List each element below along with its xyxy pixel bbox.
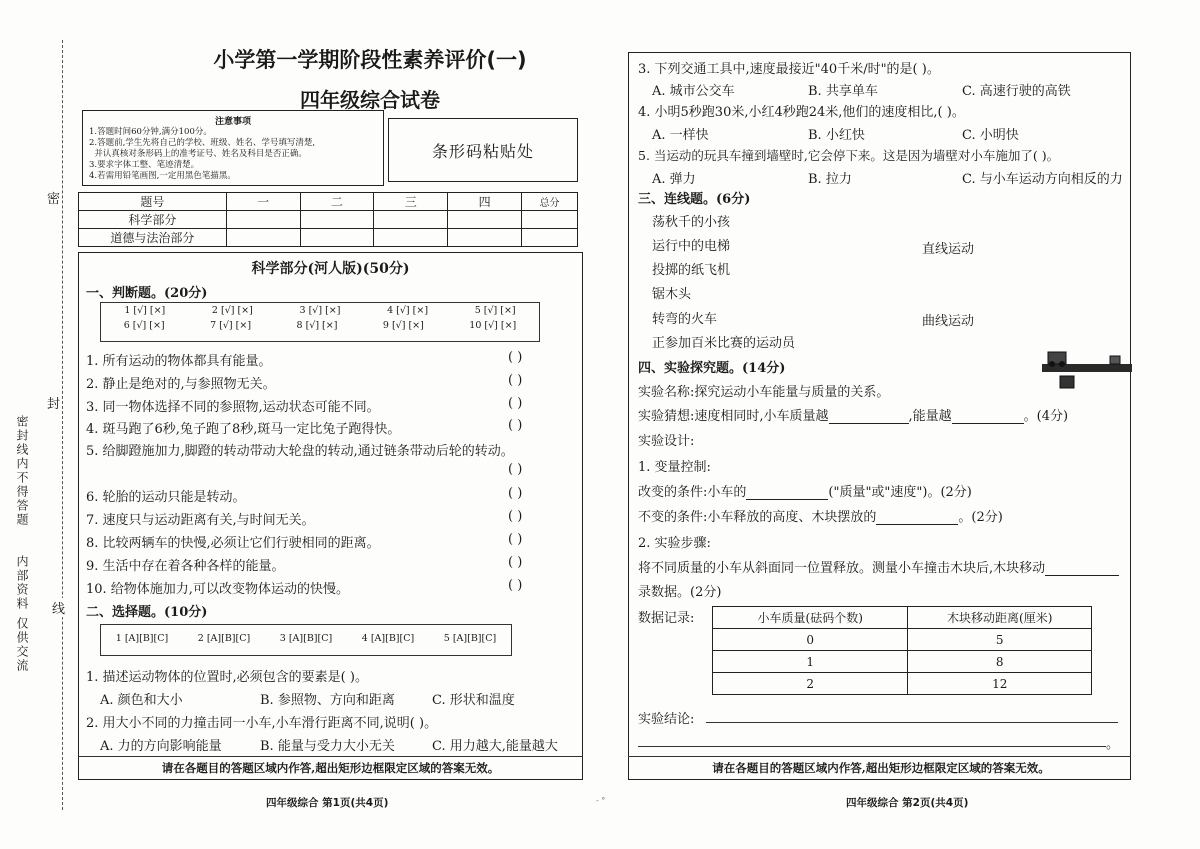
notice-item: 并认真核对条形码上的准考证号、姓名及科目是否正确。 — [89, 149, 307, 159]
score-cell[interactable] — [448, 229, 522, 247]
hypothesis-blank-mass[interactable] — [829, 410, 909, 424]
binding-line — [62, 40, 63, 810]
answer-paren[interactable]: ( ) — [508, 486, 523, 501]
mc-option[interactable]: A. 城市公交车 — [652, 84, 735, 99]
tf-question: 6. 轮胎的运动只能是转动。 — [86, 490, 246, 505]
tf-answer-slot[interactable]: 6 [√] [×] — [123, 320, 165, 331]
warning-divider — [78, 756, 583, 757]
tf-answer-slot[interactable]: 9 [√] [×] — [382, 320, 424, 331]
tf-question: 1. 所有运动的物体都具有能量。 — [86, 354, 272, 369]
page-footer-left: 四年级综合 第1页(共4页) — [266, 797, 389, 809]
score-row-label: 道德与法治部分 — [79, 229, 227, 247]
mc-answer-slot[interactable]: 3 [A][B][C] — [279, 633, 333, 644]
tf-answer-slot[interactable]: 1 [√] [×] — [124, 305, 166, 316]
unchanged-blank[interactable] — [876, 511, 958, 525]
tf-answer-slot[interactable]: 8 [√] [×] — [296, 320, 338, 331]
mc-answer-slot[interactable]: 1 [A][B][C] — [115, 633, 169, 644]
section-experiment-heading: 四、实验探究题。(14分) — [638, 361, 786, 376]
page-footer-right: 四年级综合 第2页(共4页) — [846, 797, 969, 809]
data-table-header: 木块移动距离(厘米) — [908, 607, 1092, 629]
mc-question: 3. 下列交通工具中,速度最接近"40千米/时"的是( )。 — [638, 62, 940, 77]
changed-condition — [638, 481, 972, 500]
data-table-cell: 2 — [713, 673, 908, 695]
mc-option[interactable]: A. 颜色和大小 — [100, 693, 183, 708]
binding-feng: 封 — [47, 393, 60, 412]
notice-item: 4.若需用铅笔画图,一定用黑色笔描黑。 — [89, 171, 236, 181]
mc-option[interactable]: C. 形状和温度 — [432, 693, 515, 708]
mc-option[interactable]: A. 力的方向影响能量 — [100, 739, 222, 754]
tf-question: 10. 给物体施加力,可以改变物体运动的快慢。 — [86, 582, 349, 597]
tf-question: 9. 生活中存在着各种各样的能量。 — [86, 559, 285, 574]
score-cell[interactable] — [300, 211, 374, 229]
data-table-header: 小车质量(砝码个数) — [713, 607, 908, 629]
steps-label: 2. 实验步骤: — [638, 536, 711, 551]
data-table-cell: 12 — [908, 673, 1092, 695]
data-table-cell: 1 — [713, 651, 908, 673]
score-cell[interactable] — [448, 211, 522, 229]
unchanged-text: 不变的条件:小车释放的高度、木块摆放的 — [638, 510, 877, 525]
binding-note-seal: 密封线内不得答题 — [15, 415, 29, 527]
tf-answer-slot[interactable]: 4 [√] [×] — [387, 305, 429, 316]
score-cell[interactable] — [300, 229, 374, 247]
tf-question: 4. 斑马跑了6秒,兔子跑了8秒,斑马一定比兔子跑得快。 — [86, 422, 401, 437]
score-header: 三 — [374, 193, 448, 211]
mc-option[interactable]: B. 参照物、方向和距离 — [260, 693, 395, 708]
answer-paren[interactable]: ( ) — [508, 509, 523, 524]
hypothesis-text: ,能量越 — [908, 409, 952, 424]
mc-option[interactable]: C. 用力越大,能量越大 — [432, 739, 558, 754]
experiment-hypothesis — [638, 405, 1068, 424]
conclusion-label: 实验结论: — [638, 712, 695, 727]
mc-question: 5. 当运动的玩具车撞到墙壁时,它会停下来。这是因为墙壁对小车施加了( )。 — [638, 148, 1060, 163]
score-cell[interactable] — [226, 211, 300, 229]
tf-question: 7. 速度只与运动距离有关,与时间无关。 — [86, 513, 315, 528]
mc-question: 2. 用大小不同的力撞击同一小车,小车滑行距离不同,说明( )。 — [86, 716, 438, 731]
mc-option[interactable]: C. 高速行驶的高铁 — [962, 84, 1071, 99]
steps-text-line: 录数据。(2分) — [638, 585, 722, 600]
match-target[interactable]: 曲线运动 — [922, 314, 975, 329]
score-header: 二 — [300, 193, 374, 211]
match-target[interactable]: 直线运动 — [922, 242, 975, 257]
section-matching-heading: 三、连线题。(6分) — [638, 192, 751, 207]
mc-answer-slot[interactable]: 4 [A][B][C] — [361, 633, 415, 644]
score-cell[interactable] — [226, 229, 300, 247]
tf-answer-slot[interactable]: 7 [√] [×] — [210, 320, 252, 331]
section-choice-heading: 二、选择题。(10分) — [86, 605, 208, 620]
score-cell[interactable] — [374, 211, 448, 229]
data-table-cell: 5 — [908, 629, 1092, 651]
ramp-car-illustration — [1040, 346, 1132, 396]
page-subtitle: 四年级综合试卷 — [300, 88, 440, 112]
notice-item: 1.答题时间60分钟,满分100分。 — [89, 127, 212, 137]
mc-option[interactable]: C. 与小车运动方向相反的力 — [962, 172, 1123, 187]
score-header: 一 — [226, 193, 300, 211]
mc-question: 4. 小明5秒跑30米,小红4秒跑24米,他们的速度相比,( )。 — [638, 105, 965, 120]
unchanged-text: 。(2分) — [958, 510, 1003, 525]
answer-paren[interactable]: ( ) — [508, 578, 523, 593]
match-item[interactable]: 荡秋千的小孩 — [652, 215, 731, 230]
mc-answer-slot[interactable]: 2 [A][B][C] — [197, 633, 251, 644]
conclusion-end-mark: 。 — [1106, 737, 1120, 752]
conclusion-line[interactable] — [706, 722, 1118, 723]
match-item[interactable]: 锯木头 — [652, 287, 692, 302]
binding-note-internal: 内部资料 仅供交流 — [15, 555, 29, 673]
mc-option[interactable]: B. 小红快 — [808, 128, 865, 143]
answer-paren[interactable]: ( ) — [508, 532, 523, 547]
score-header: 四 — [448, 193, 522, 211]
answer-paren[interactable]: ( ) — [508, 373, 523, 388]
tf-question: 5. 给脚蹬施加力,脚蹬的转动带动大轮盘的转动,通过链条带动后轮的转动。 — [86, 444, 514, 459]
tf-answer-slot[interactable]: 3 [√] [×] — [299, 305, 341, 316]
score-header: 总分 — [522, 193, 578, 211]
match-item[interactable]: 运行中的电梯 — [652, 239, 731, 254]
experiment-design-label: 实验设计: — [638, 434, 695, 449]
answer-paren[interactable]: ( ) — [508, 350, 523, 365]
tf-answer-slot[interactable]: 10 [√] [×] — [469, 320, 517, 331]
changed-text: 改变的条件:小车的 — [638, 485, 747, 500]
score-cell[interactable] — [522, 229, 578, 247]
match-item[interactable]: 投掷的纸飞机 — [652, 263, 731, 278]
data-table — [712, 606, 1092, 695]
true-false-answer-grid — [100, 302, 540, 342]
answer-paren[interactable]: ( ) — [508, 462, 523, 477]
steps-text-line: 将不同质量的小车从斜面同一位置释放。测量小车撞击木块后,木块移动 — [638, 561, 1046, 576]
score-header: 题号 — [79, 193, 227, 211]
science-title: 科学部分(河人版)(50分) — [251, 261, 410, 277]
answer-area-warning: 请在各题目的答题区域内作答,超出矩形边框限定区域的答案无效。 — [712, 761, 1050, 775]
warning-divider — [628, 756, 1131, 757]
mc-option[interactable]: B. 拉力 — [808, 172, 852, 187]
steps-text — [638, 557, 1119, 576]
conclusion-line[interactable] — [638, 746, 1106, 747]
page-title: 小学第一学期阶段性素养评价(一) — [213, 48, 527, 72]
hypothesis-text: 实验猜想:速度相同时,小车质量越 — [638, 409, 829, 424]
data-table-cell: 0 — [713, 629, 908, 651]
mc-option[interactable]: A. 弹力 — [652, 172, 696, 187]
mc-answer-slot[interactable]: 5 [A][B][C] — [443, 633, 497, 644]
mc-question: 1. 描述运动物体的位置时,必须包含的要素是( )。 — [86, 670, 368, 685]
score-table — [78, 192, 578, 247]
mc-option[interactable]: A. 一样快 — [652, 128, 709, 143]
experiment-name: 实验名称:探究运动小车能量与质量的关系。 — [638, 385, 890, 400]
match-item[interactable]: 正参加百米比赛的运动员 — [652, 336, 796, 351]
mc-option[interactable]: B. 能量与受力大小无关 — [260, 739, 395, 754]
score-cell[interactable] — [522, 211, 578, 229]
notice-item: 3.要求字体工整、笔迹清楚。 — [89, 160, 200, 170]
tf-question: 2. 静止是绝对的,与参照物无关。 — [86, 377, 276, 392]
steps-blank[interactable] — [1045, 562, 1119, 576]
unchanged-condition — [638, 506, 1003, 525]
answer-area-warning: 请在各题目的答题区域内作答,超出矩形边框限定区域的答案无效。 — [161, 761, 500, 775]
tf-question: 3. 同一物体选择不同的参照物,运动状态可能不同。 — [86, 400, 380, 415]
choice-answer-grid — [100, 624, 512, 656]
barcode-label: 条形码粘贴处 — [431, 141, 534, 161]
section-true-false-heading: 一、判断题。(20分) — [86, 286, 208, 301]
notice-item: 2.答题前,学生先将自己的学校、班级、姓名、学号填写清楚, — [89, 138, 316, 148]
barcode-area — [388, 118, 578, 182]
notice-box — [82, 110, 384, 186]
data-table-cell: 8 — [908, 651, 1092, 673]
mc-option[interactable]: B. 共享单车 — [808, 84, 878, 99]
match-item[interactable]: 转弯的火车 — [652, 312, 718, 327]
data-record-label: 数据记录: — [638, 611, 695, 626]
answer-paren[interactable]: ( ) — [508, 418, 523, 433]
tf-answer-slot[interactable]: 2 [√] [×] — [211, 305, 253, 316]
hypothesis-blank-energy[interactable] — [952, 410, 1024, 424]
tf-question: 8. 比较两辆车的快慢,必须让它们行驶相同的距离。 — [86, 536, 380, 551]
answer-paren[interactable]: ( ) — [508, 396, 523, 411]
tf-answer-slot[interactable]: 5 [√] [×] — [474, 305, 516, 316]
mc-option[interactable]: C. 小明快 — [962, 128, 1019, 143]
changed-blank[interactable] — [746, 486, 828, 500]
binding-xian: 线 — [52, 598, 65, 617]
variable-control-label: 1. 变量控制: — [638, 460, 711, 475]
hypothesis-text: 。(4分) — [1023, 409, 1069, 424]
score-cell[interactable] — [374, 229, 448, 247]
score-row-label: 科学部分 — [79, 211, 227, 229]
answer-paren[interactable]: ( ) — [508, 555, 523, 570]
binding-mi: 密 — [47, 188, 60, 207]
notice-title: 注意事项 — [214, 117, 251, 127]
fold-marker: - ° — [596, 796, 606, 805]
changed-text: ("质量"或"速度")。(2分) — [828, 485, 972, 500]
